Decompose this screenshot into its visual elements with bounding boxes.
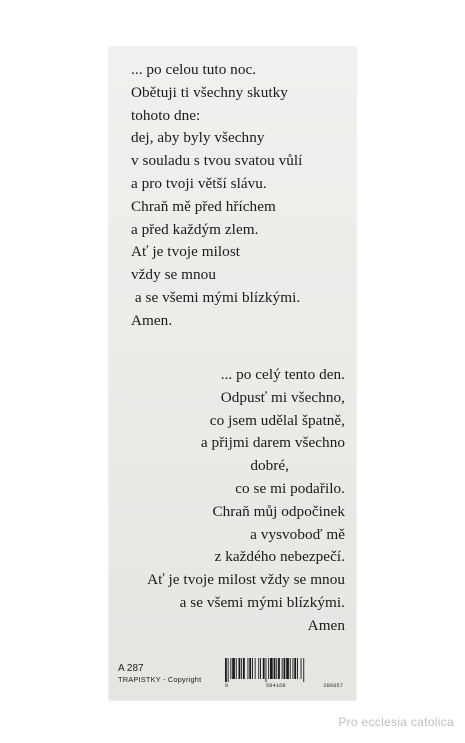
- barcode-bar: [284, 658, 286, 679]
- bookmark-footer: [118, 663, 201, 684]
- barcode-bar: [268, 658, 269, 679]
- barcode-digits: [223, 683, 345, 689]
- prayer-line: Amen: [307, 616, 345, 634]
- prayer-line: Chraň mě před hříchem: [131, 197, 276, 215]
- barcode-bar: [293, 658, 294, 679]
- barcode-bar: [274, 658, 276, 679]
- barcode-bar: [263, 658, 265, 679]
- barcode-bar: [266, 658, 267, 682]
- barcode-bar: [286, 658, 289, 679]
- prayer-day-text: [147, 364, 345, 638]
- prayer-line: Odpusť mi všechno,: [220, 388, 345, 406]
- barcode-bar: [236, 658, 237, 679]
- prayer-line: a před každým zlem.: [131, 220, 259, 238]
- barcode-bar: [290, 658, 291, 679]
- prayer-line: tohoto dne:: [131, 106, 201, 124]
- prayer-line: Ať je tvoje milost: [131, 243, 241, 261]
- prayer-night-text: [131, 59, 302, 333]
- barcode-digit-group: 8: [225, 682, 229, 689]
- barcode-bar: [248, 658, 249, 679]
- barcode-bar: [241, 658, 242, 679]
- prayer-line: Amen.: [131, 311, 173, 329]
- barcode-bar: [303, 658, 304, 682]
- prayer-line: Obětuji ti všechny skutky: [131, 83, 288, 101]
- barcode-bar: [278, 658, 280, 679]
- barcode-bar: [225, 658, 227, 682]
- prayer-line: a se všemi mými blízkými.: [179, 593, 345, 611]
- prayer-line: z každého nebezpečí.: [214, 548, 345, 566]
- barcode-bar: [270, 658, 273, 679]
- barcode-bar: [255, 658, 256, 679]
- prayer-line: ... po celý tento den.: [220, 366, 345, 383]
- barcode-bar: [249, 658, 251, 679]
- barcode-bar: [230, 658, 231, 679]
- barcode-bar: [282, 658, 283, 679]
- copyright-text: TRAPISTKY - Copyright: [118, 675, 202, 684]
- barcode-bar: [276, 658, 277, 679]
- barcode-digit-group: 286857: [323, 682, 343, 689]
- barcode-bar: [239, 658, 241, 679]
- prayer-line: a vysvoboď mě: [250, 525, 345, 543]
- barcode: [223, 658, 345, 688]
- barcode-bar: [260, 658, 261, 679]
- product-code: A 287: [118, 663, 144, 674]
- prayer-line: v souladu s tvou svatou vůlí: [131, 152, 303, 170]
- prayer-line: co se mi podařilo.: [235, 479, 345, 497]
- prayer-line: ... po celou tuto noc.: [131, 61, 257, 78]
- barcode-bar: [252, 658, 253, 679]
- barcode-bars: [223, 658, 345, 682]
- barcode-bar: [294, 658, 296, 679]
- prayer-line: vždy se mnou: [131, 266, 216, 284]
- prayer-line: a pro tvoji větší slávu.: [131, 174, 267, 192]
- barcode-bar: [228, 658, 229, 682]
- prayer-line: co jsem udělal špatně,: [209, 411, 345, 429]
- barcode-bar: [258, 658, 259, 679]
- barcode-digit-group: 594168: [265, 682, 286, 689]
- barcode-bar: [243, 658, 245, 679]
- bookmark-card: [109, 47, 356, 700]
- barcode-bar: [232, 658, 235, 679]
- prayer-line: Chraň můj odpočinek: [212, 502, 345, 520]
- prayer-line: Ať je tvoje milost vždy se mnou: [147, 571, 345, 589]
- prayer-line: a se všemi mými blízkými.: [131, 288, 301, 306]
- barcode-bar: [301, 658, 302, 679]
- watermark-text: Pro ecclesia catolica: [338, 715, 454, 729]
- prayer-line: dej, aby byly všechny: [131, 129, 265, 147]
- prayer-line: a přijmi darem všechno: [200, 434, 345, 452]
- barcode-bar: [297, 658, 298, 679]
- prayer-line: dobré,: [250, 457, 289, 475]
